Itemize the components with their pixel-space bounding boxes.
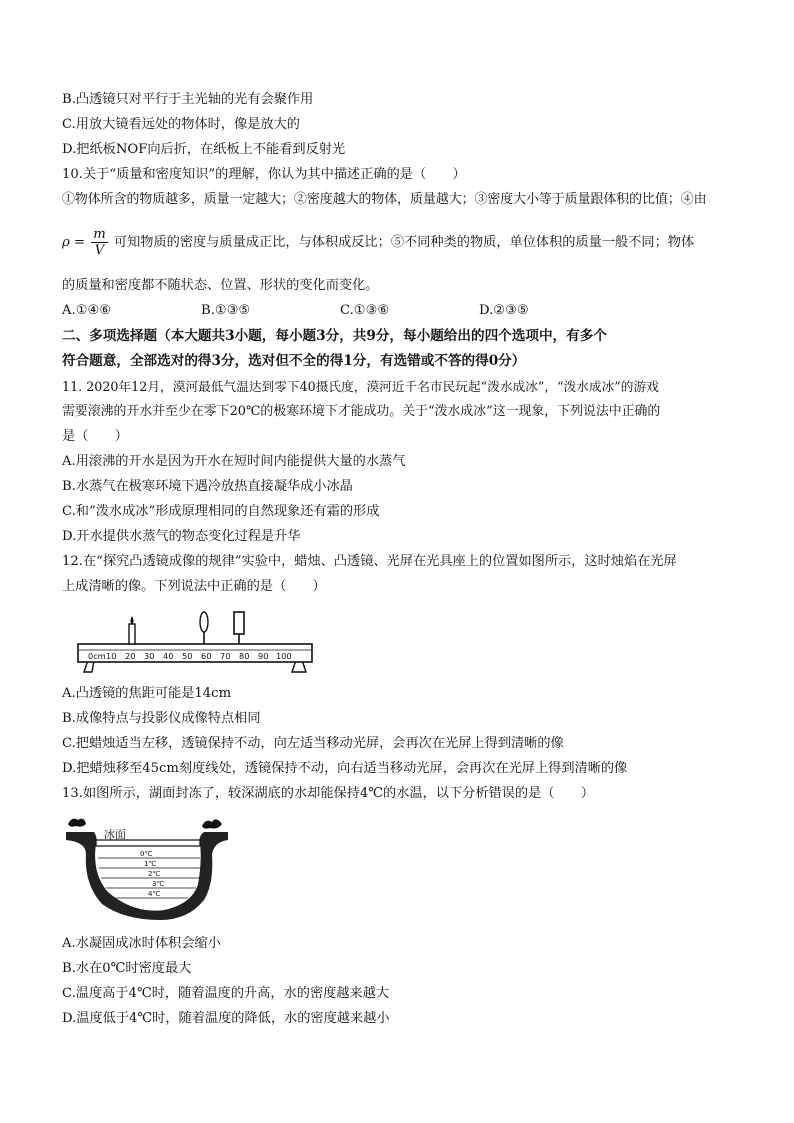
- q10-statement-line-1: ①物体所含的物质越多，质量一定越大；②密度越大的物体，质量越大；③密度大小等于质量跟体积的比值；④由: [62, 192, 707, 207]
- tick-label-50: 50: [182, 651, 193, 661]
- q9-option-c[interactable]: C.用放大镜看远处的物体时，像是放大的: [62, 117, 300, 132]
- q13-option-b[interactable]: B.水在0℃时密度最大: [62, 961, 192, 976]
- tick-label-20: 20: [125, 651, 136, 661]
- q10-statement-line-3: 的质量和密度都不随状态、位置、形状的变化而变化。: [62, 278, 379, 293]
- q11-option-d[interactable]: D.开水提供水蒸气的物态变化过程是升华: [62, 529, 301, 544]
- optical-bench-figure: [70, 610, 320, 682]
- tick-label-80: 80: [239, 651, 250, 661]
- tick-label-70: 70: [220, 651, 231, 661]
- tick-label-40: 40: [163, 651, 174, 661]
- tick-label-100: 100: [276, 651, 292, 661]
- q10-option-d[interactable]: D.②③⑤: [479, 303, 529, 318]
- q13-option-a[interactable]: A.水凝固成冰时体积会缩小: [62, 936, 221, 951]
- q10-statement-line-2: [62, 226, 694, 260]
- q10-option-a[interactable]: A.①④⑥: [62, 303, 112, 318]
- q12-option-c[interactable]: C.把蜡烛适当左移，透镜保持不动，向左适当移动光屏，会再次在光屏上得到清晰的像: [62, 736, 564, 751]
- q10-options: [62, 302, 618, 320]
- q12-option-d[interactable]: D.把蜡烛移至45cm刻度线处，透镜保持不动，向右适当移动光屏，会再次在光屏上得到清晰的像: [62, 761, 628, 776]
- q13-stem: 13.如图所示，湖面封冻了，较深湖底的水却能保持4℃的水温，以下分析错误的是（ ）: [62, 786, 595, 801]
- label-2c: 2℃: [148, 870, 161, 878]
- q13-option-d[interactable]: D.温度低于4℃时，随着温度的降低，水的密度越来越小: [62, 1011, 390, 1026]
- label-0c: 0℃: [140, 850, 153, 858]
- tick-label-30: 30: [144, 651, 155, 661]
- fraction-denominator: V: [94, 243, 105, 258]
- label-4c: 4℃: [148, 890, 161, 898]
- label-3c: 3℃: [152, 880, 165, 888]
- q11-option-c[interactable]: C.和“泼水成冰”形成原理相同的自然现象还有霜的形成: [62, 504, 380, 519]
- density-formula-lhs: ρ =: [62, 235, 85, 250]
- tick-label-0: 0cm: [88, 651, 106, 661]
- frozen-lake-figure: [64, 814, 232, 924]
- section-2-heading-line-1: 二、多项选择题（本大题共3小题，每小题3分，共9分，每小题给出的四个选项中，有多个: [62, 328, 607, 344]
- tick-label-60: 60: [201, 651, 212, 661]
- tree-right-icon: [202, 819, 222, 828]
- light-screen-icon: [234, 612, 244, 644]
- q13-option-c[interactable]: C.温度高于4℃时，随着温度的升高，水的密度越来越大: [62, 986, 390, 1001]
- density-fraction: [91, 227, 108, 258]
- tick-label-90: 90: [258, 651, 269, 661]
- convex-lens-icon: [200, 612, 208, 644]
- candle-icon: [129, 616, 135, 644]
- q11-stem-line-1: 11. 2020年12月，漠河最低气温达到零下40摄氏度，漠河近千名市民玩起“泼水成冰”，“泼水成冰”的游戏: [62, 379, 659, 394]
- q10-option-c[interactable]: C.①③⑥: [340, 303, 390, 318]
- label-1c: 1℃: [144, 860, 157, 868]
- q11-stem-line-3: 是（ ）: [62, 429, 128, 444]
- q10-option-b[interactable]: B.①③⑤: [201, 303, 251, 318]
- q12-option-a[interactable]: A.凸透镜的焦距可能是14cm: [62, 686, 232, 701]
- tree-left-icon: [68, 819, 86, 827]
- tick-label-10: 10: [106, 651, 117, 661]
- q10-stem: 10.关于“质量和密度知识”的理解，你认为其中描述正确的是（ ）: [62, 167, 466, 182]
- q12-option-b[interactable]: B.成像特点与投影仪成像特点相同: [62, 711, 261, 726]
- q11-option-b[interactable]: B.水蒸气在极寒环境下遇冷放热直接凝华成小冰晶: [62, 479, 353, 494]
- section-2-heading-line-2: 符合题意，全部选对的得3分，选对但不全的得1分，有选错或不答的得0分）: [62, 353, 526, 369]
- q9-option-b[interactable]: B.凸透镜只对平行于主光轴的光有会聚作用: [62, 92, 314, 107]
- fraction-numerator: m: [93, 227, 106, 242]
- q9-option-d[interactable]: D.把纸板NOF向后折，在纸板上不能看到反射光: [62, 142, 346, 157]
- q11-option-a[interactable]: A.用滚沸的开水是因为开水在短时间内能提供大量的水蒸气: [62, 454, 406, 469]
- label-ice-surface: 冰面: [104, 828, 126, 841]
- q10-statement-line-2-text: 可知物质的密度与质量成正比，与体积成反比；⑤不同种类的物质，单位体积的质量一般不同；物体: [113, 235, 695, 250]
- q11-stem-line-2: 需要滚沸的开水并至少在零下20℃的极寒环境下才能成功。关于“泼水成冰”这一现象，下列说法中正确的: [62, 404, 661, 419]
- q12-stem-line-1: 12.在“探究凸透镜成像的规律”实验中，蜡烛、凸透镜、光屏在光具座上的位置如图所示，这时烛焰在光屏: [62, 554, 677, 569]
- q12-stem-line-2: 上成清晰的像。下列说法中正确的是（ ）: [62, 579, 326, 594]
